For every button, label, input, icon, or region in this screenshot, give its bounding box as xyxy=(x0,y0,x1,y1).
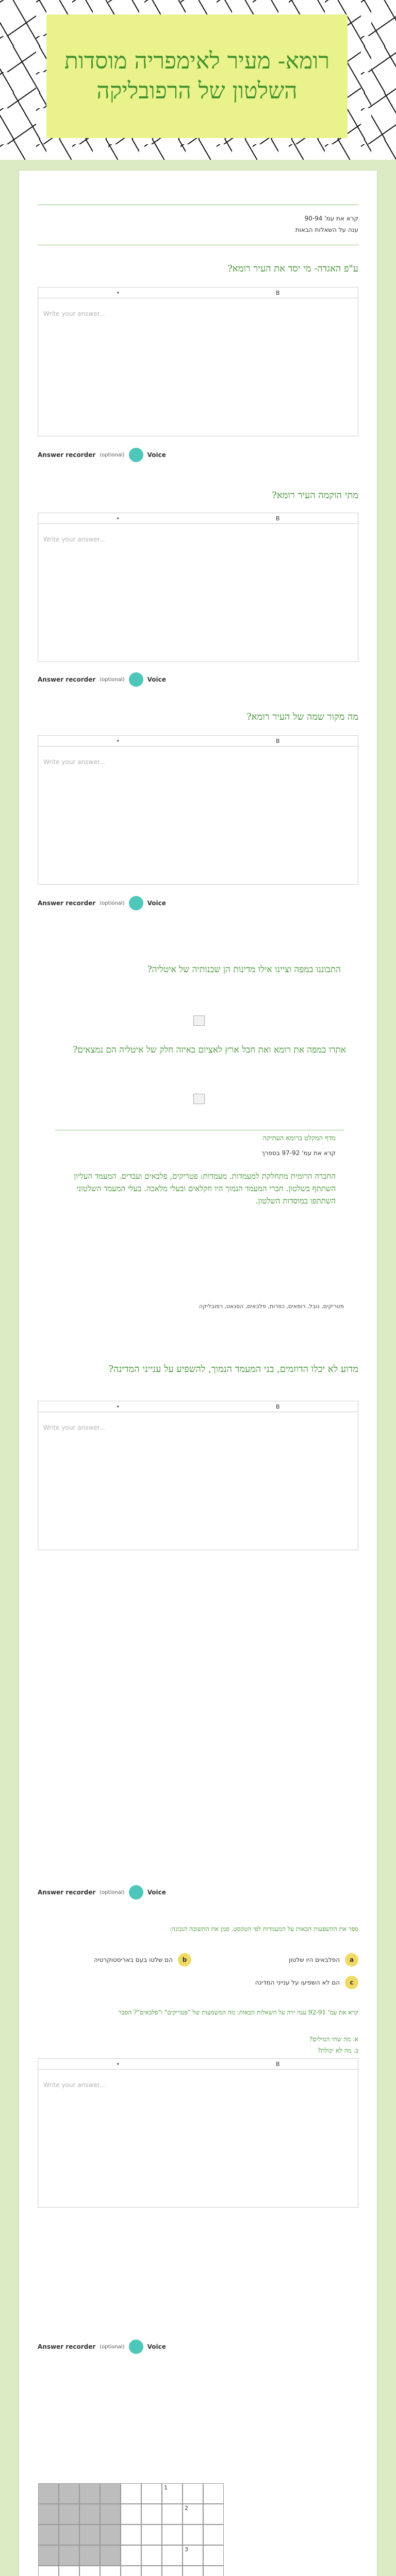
crossword-cell[interactable] xyxy=(203,2545,224,2566)
recorder-optional: (optional) xyxy=(100,676,125,683)
microphone-icon[interactable] xyxy=(129,2340,143,2354)
crossword-cell[interactable] xyxy=(183,2566,203,2576)
editor-toolbar xyxy=(38,287,358,298)
mc-prompt: ספר את ההשפעות הבאות על המעמדות לפי הטקסט. סמן את התשובה הנכונה: xyxy=(169,1925,358,1933)
option-b-marker: b xyxy=(178,1953,191,1967)
question-5b: ב. מה לא יכולת? xyxy=(317,2047,358,2054)
recorder-optional: (optional) xyxy=(100,1889,125,1895)
title-text: רומא- מעיר לאימפריה מוסדות השלטון של הרפובליקה xyxy=(64,48,330,104)
answer-placeholder: Write your answer... xyxy=(43,536,105,543)
option-a-label: הפלבאים היו שלטון xyxy=(289,1956,340,1963)
question-5a: א. מה שתי המילים? xyxy=(309,2036,358,2043)
intro-read: קרא את עמ' 90-94 xyxy=(304,215,358,222)
microphone-icon[interactable] xyxy=(129,1885,143,1900)
answer-recorder xyxy=(38,672,166,687)
page-title xyxy=(46,14,348,138)
question-5: קרא את עמ' 92-91 ענה ירה על השאלות הבאות: מה המשמעות של "פטריקים" ו"פלבאים"? הסבר xyxy=(118,2009,358,2016)
answer-recorder xyxy=(38,896,166,910)
crossword-cell[interactable] xyxy=(38,2566,59,2576)
answer-editor-5[interactable] xyxy=(38,2058,358,2208)
recorder-label: Answer recorder xyxy=(38,451,96,459)
bullet-list-icon[interactable]: • xyxy=(116,737,120,744)
crossword-cell[interactable] xyxy=(100,2524,121,2545)
answer-recorder xyxy=(38,2340,166,2354)
answer-editor-3[interactable] xyxy=(38,735,358,885)
crossword-cell[interactable] xyxy=(59,2566,79,2576)
option-c-label: הם לא השפיעו על ענייני המדינה xyxy=(255,1979,340,1986)
crossword-cell[interactable] xyxy=(203,2483,224,2504)
crossword-cell[interactable] xyxy=(59,2545,79,2566)
voice-label: Voice xyxy=(147,1889,166,1896)
crossword-cell[interactable] xyxy=(162,2545,183,2566)
mc-option-a[interactable] xyxy=(289,1953,358,1967)
crossword-cell[interactable] xyxy=(183,2483,203,2504)
option-a-marker: a xyxy=(345,1953,358,1967)
crossword-grid[interactable] xyxy=(38,2483,224,2576)
crossword-cell[interactable] xyxy=(79,2524,100,2545)
crossword-cell[interactable] xyxy=(141,2504,162,2524)
crossword-cell[interactable] xyxy=(141,2566,162,2576)
read-pages: קרא את עמ' 97-92 בספרך xyxy=(261,1149,336,1157)
editor-toolbar xyxy=(38,1401,358,1412)
crossword-cell[interactable] xyxy=(38,2483,59,2504)
image-caption: מדף המקלט ברומא העתיקה xyxy=(262,1134,336,1142)
mc-option-b[interactable] xyxy=(94,1953,191,1967)
option-c-marker: c xyxy=(345,1976,358,1989)
answer-recorder xyxy=(38,1885,166,1900)
bullet-list-icon[interactable]: • xyxy=(116,289,120,296)
crossword-cell[interactable] xyxy=(79,2566,100,2576)
map-question-1: התבוננו במפה וציינו אילו מדינות הן שכנותיה של איטליה? xyxy=(147,964,341,975)
crossword-cell[interactable] xyxy=(121,2566,141,2576)
voice-label: Voice xyxy=(147,676,166,683)
bullet-list-icon[interactable]: • xyxy=(116,1403,120,1410)
answer-placeholder: Write your answer... xyxy=(43,310,105,317)
bullet-list-icon[interactable]: • xyxy=(116,515,120,522)
question-1: ע"פ האגדה- מי יסד את העיר רומא? xyxy=(227,263,358,274)
map-question-2: אתרו במפה את רומא ואת חבל ארץ לאציום באיזה חלק של איטליה הם נמצאים? xyxy=(73,1045,346,1055)
editor-toolbar xyxy=(38,736,358,747)
crossword-cell[interactable]: 1 xyxy=(162,2483,183,2504)
bold-icon[interactable]: B xyxy=(275,1403,280,1410)
question-2: מתי הוקמה העיר רומא? xyxy=(272,490,358,501)
map-image xyxy=(193,1094,205,1104)
bullet-list-icon[interactable]: • xyxy=(116,2060,120,2067)
crossword-cell[interactable] xyxy=(59,2483,79,2504)
crossword-cell[interactable] xyxy=(79,2545,100,2566)
crossword-cell[interactable] xyxy=(100,2545,121,2566)
crossword-cell[interactable] xyxy=(100,2504,121,2524)
answer-placeholder: Write your answer... xyxy=(43,1424,105,1431)
answer-editor-4[interactable] xyxy=(38,1401,358,1550)
crossword-cell[interactable] xyxy=(59,2524,79,2545)
recorder-label: Answer recorder xyxy=(38,2343,96,2350)
voice-label: Voice xyxy=(147,451,166,459)
answer-editor-1[interactable] xyxy=(38,287,358,436)
intro-answer: ענה על השאלות הבאות xyxy=(295,226,358,233)
map-image xyxy=(193,1015,205,1026)
crossword-cell[interactable] xyxy=(121,2545,141,2566)
question-4: מדוע לא יכלו הדוזמים, בני המעמד הנמוך, להשפיע על ענייני המדינה? xyxy=(108,1364,358,1375)
crossword-cell[interactable] xyxy=(141,2545,162,2566)
editor-toolbar xyxy=(38,2059,358,2070)
crossword-cell[interactable] xyxy=(183,2524,203,2545)
crossword-cell[interactable] xyxy=(100,2566,121,2576)
crossword-cell[interactable]: 2 xyxy=(183,2504,203,2524)
crossword-cell[interactable] xyxy=(162,2524,183,2545)
recorder-optional: (optional) xyxy=(100,2344,125,2350)
crossword-cell[interactable] xyxy=(79,2483,100,2504)
bold-icon[interactable]: B xyxy=(275,737,280,744)
answer-placeholder: Write your answer... xyxy=(43,2081,105,2089)
bold-icon[interactable]: B xyxy=(275,289,280,296)
crossword-cell[interactable] xyxy=(100,2483,121,2504)
answer-editor-2[interactable] xyxy=(38,513,358,662)
crossword-cell[interactable] xyxy=(121,2483,141,2504)
crossword-cell[interactable] xyxy=(121,2504,141,2524)
recorder-label: Answer recorder xyxy=(38,900,96,907)
microphone-icon[interactable] xyxy=(129,448,143,462)
voice-label: Voice xyxy=(147,900,166,907)
crossword-cell[interactable] xyxy=(203,2566,224,2576)
microphone-icon[interactable] xyxy=(129,672,143,687)
crossword-cell[interactable] xyxy=(59,2504,79,2524)
answer-placeholder: Write your answer... xyxy=(43,758,105,766)
voice-label: Voice xyxy=(147,2343,166,2350)
crossword-cell[interactable] xyxy=(203,2524,224,2545)
recorder-label: Answer recorder xyxy=(38,1889,96,1896)
crossword-cell[interactable] xyxy=(79,2504,100,2524)
editor-toolbar xyxy=(38,513,358,524)
recorder-optional: (optional) xyxy=(100,452,125,458)
crossword-cell[interactable] xyxy=(38,2545,59,2566)
mc-option-c[interactable] xyxy=(255,1976,358,1989)
crossword-cell[interactable] xyxy=(162,2504,183,2524)
recorder-label: Answer recorder xyxy=(38,676,96,683)
recorder-optional: (optional) xyxy=(100,900,125,906)
worksheet-card xyxy=(19,170,377,2576)
microphone-icon[interactable] xyxy=(129,896,143,910)
blanks-word-list: פטריקים, נובל, רומאים, כפרות, פלבאים, הסנאט, רפובליקה xyxy=(199,1303,344,1310)
crossword-cell[interactable] xyxy=(162,2566,183,2576)
crossword-cell[interactable] xyxy=(121,2524,141,2545)
crossword-cell[interactable] xyxy=(203,2504,224,2524)
answer-recorder xyxy=(38,448,166,462)
crossword-cell[interactable] xyxy=(141,2483,162,2504)
question-3: מה מקור שמה של העיר רומא? xyxy=(246,711,358,722)
crossword-cell[interactable] xyxy=(38,2524,59,2545)
bold-icon[interactable]: B xyxy=(275,515,280,522)
crossword-cell[interactable]: 3 xyxy=(183,2545,203,2566)
option-b-label: הם שלטו בעם באריסטוקרטיה xyxy=(94,1956,173,1963)
crossword-cell[interactable] xyxy=(141,2524,162,2545)
crossword-cell[interactable] xyxy=(38,2504,59,2524)
text-paragraph: החברה הרומית מתחלקת למעמדות. מעמדות: פטריקים, פלבאים ועבדים. המעמד העליון השתתף בשלטון. חברי המעמד הנמוך היו חקלאים ובעלי מלאכה. בעלי המעמד השלטוני השתתפו במוסדות השלטון. xyxy=(74,1172,336,1206)
bold-icon[interactable]: B xyxy=(275,2060,280,2067)
